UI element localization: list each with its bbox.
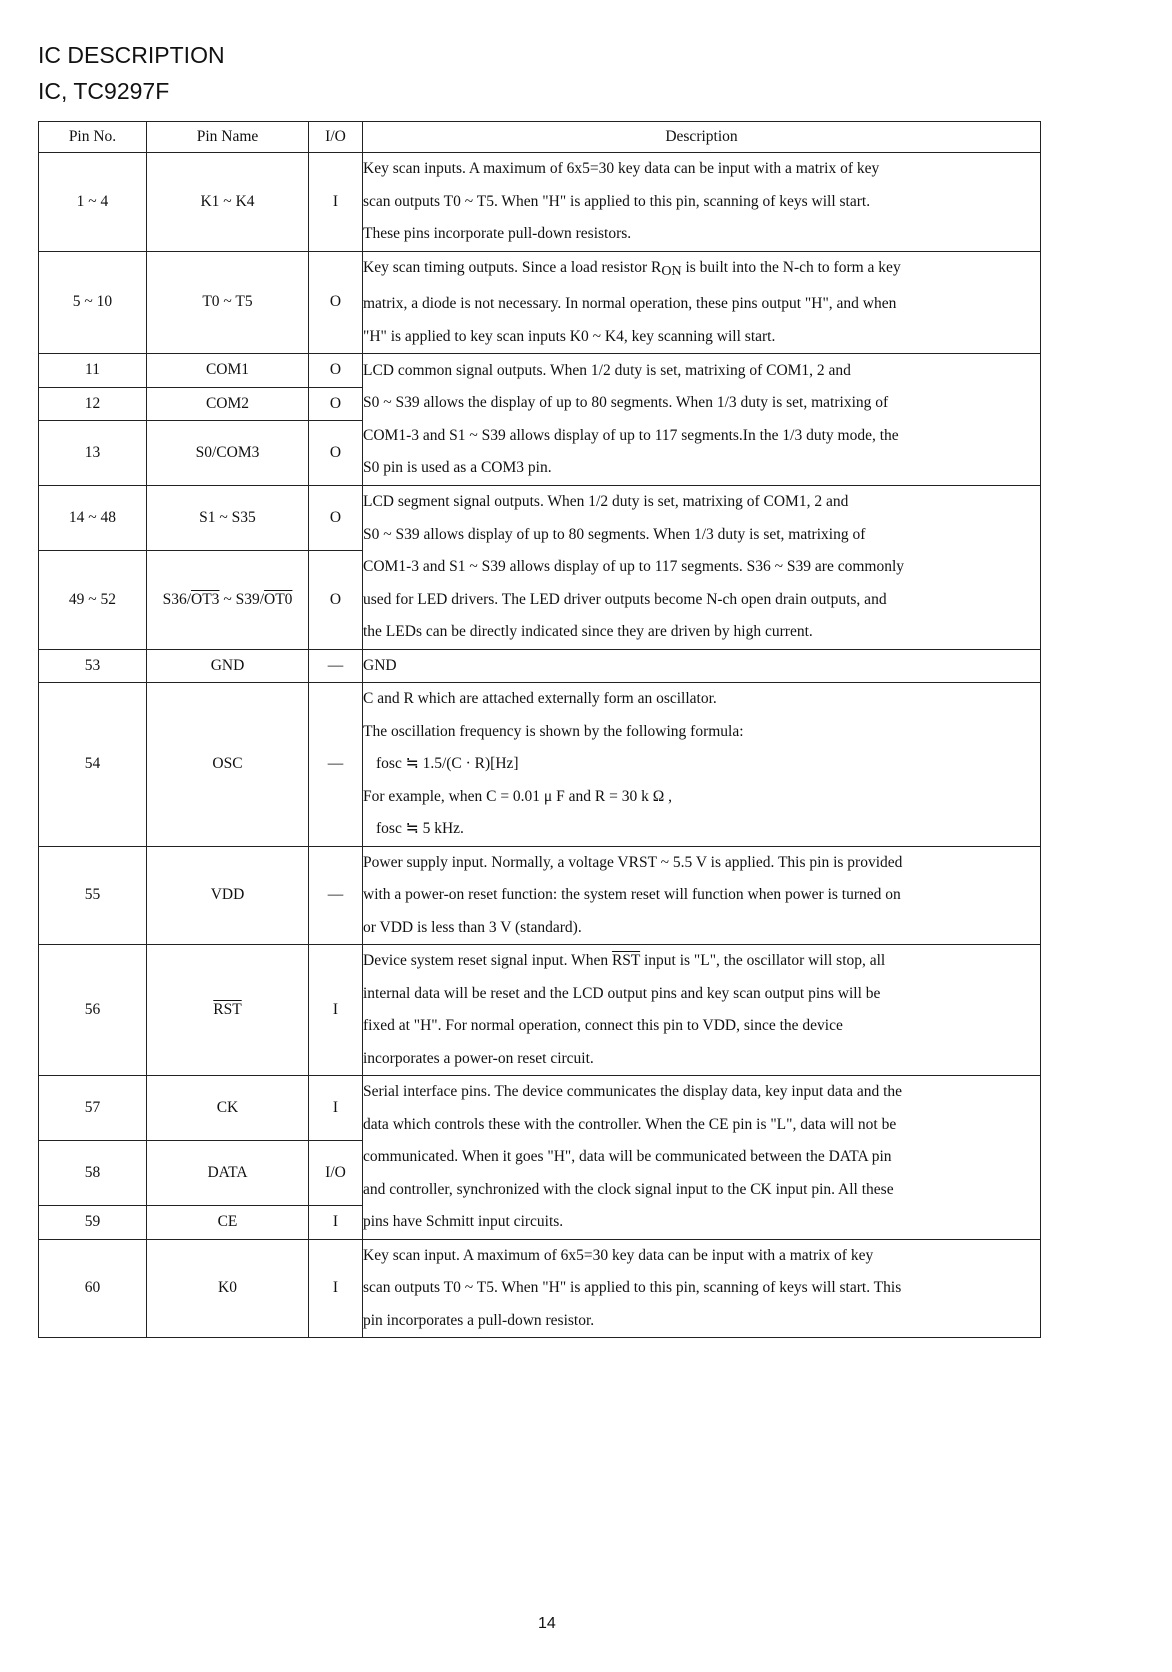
page-title: IC DESCRIPTION (38, 42, 225, 68)
description-line: scan outputs T0 ~ T5. When "H" is applied to this pin, scanning of keys will start. (363, 192, 871, 210)
description-line: GND (363, 656, 397, 674)
pin-io: I/O (309, 1141, 363, 1206)
pin-no: 54 (39, 683, 147, 847)
pin-name: DATA (147, 1141, 309, 1206)
pin-no: 60 (39, 1239, 147, 1338)
header-pin-no: Pin No. (39, 122, 147, 153)
description-line: Serial interface pins. The device communicates the display data, key input data and the (363, 1083, 903, 1100)
page-subtitle: IC, TC9297F (38, 78, 170, 104)
description-line: LCD segment signal outputs. When 1/2 duty is set, matrixing of COM1, 2 and (363, 493, 849, 510)
pin-name: COM1 (147, 354, 309, 388)
table-row (39, 251, 1041, 354)
table-row (39, 683, 1041, 847)
pin-name (147, 945, 309, 1076)
pin-name: S0/COM3 (147, 421, 309, 486)
description-line (363, 945, 1040, 978)
table-header-row (39, 122, 1041, 153)
pin-no: 11 (39, 354, 147, 388)
pin-name: K0 (147, 1239, 309, 1338)
description-line: incorporates a power-on reset circuit. (363, 1049, 594, 1067)
description-line: COM1-3 and S1 ~ S39 allows display of up to 117 segments. S36 ~ S39 are commonly (363, 558, 905, 575)
pin-no: 5 ~ 10 (39, 251, 147, 354)
description-line: pin incorporates a pull-down resistor. (363, 1311, 595, 1329)
pin-io: I (309, 153, 363, 252)
pin-name: VDD (147, 846, 309, 945)
pin-io: — (309, 649, 363, 683)
pin-name: COM2 (147, 387, 309, 421)
description-line: For example, when C = 0.01 μ F and R = 30 k Ω , (363, 787, 672, 805)
pin-no: 55 (39, 846, 147, 945)
pin-description-table (38, 121, 1041, 1338)
description-line: internal data will be reset and the LCD output pins and key scan output pins will be (363, 984, 881, 1002)
description-line: Power supply input. Normally, a voltage VRST ~ 5.5 V is applied. This pin is provided (363, 853, 903, 871)
description-line: with a power-on reset function: the system reset will function when power is turned on (363, 886, 901, 903)
description-line: the LEDs can be directly indicated since they are driven by high current. (363, 623, 813, 640)
page-number: 14 (538, 1615, 556, 1632)
table-row (39, 945, 1041, 1076)
description-line: COM1-3 and S1 ~ S39 allows display of up to 117 segments.In the 1/3 duty mode, the (363, 426, 899, 444)
pin-description (363, 1076, 1041, 1240)
table-row (39, 354, 1041, 388)
pin-name: GND (147, 649, 309, 683)
description-text: input is "L", the oscillator will stop, all (640, 952, 886, 969)
pin-io: — (309, 846, 363, 945)
pin-name-text: S36/ (162, 590, 192, 608)
pin-io: O (309, 251, 363, 354)
subscript-text: ON (661, 263, 682, 279)
description-text: Key scan timing outputs. Since a load resistor R (363, 258, 662, 276)
pin-io: — (309, 683, 363, 847)
pin-description (363, 1239, 1041, 1338)
description-overline: $\overline{RST}$ (611, 952, 641, 969)
pin-description (363, 945, 1041, 1076)
pin-no: 59 (39, 1206, 147, 1240)
header-description: Description (363, 122, 1041, 153)
pin-description (363, 683, 1041, 847)
pin-name: OSC (147, 683, 309, 847)
table-row (39, 649, 1041, 683)
pin-no: 13 (39, 421, 147, 486)
table-row (39, 846, 1041, 945)
description-line: data which controls these with the controller. When the CE pin is "L", data will not be (363, 1115, 897, 1133)
pin-io: I (309, 1239, 363, 1338)
pin-name: T0 ~ T5 (147, 251, 309, 354)
pin-name: CE (147, 1206, 309, 1240)
header-io: I/O (309, 122, 363, 153)
pin-io: O (309, 387, 363, 421)
pin-description (363, 846, 1041, 945)
description-line: pins have Schmitt input circuits. (363, 1213, 564, 1230)
pin-io: I (309, 1076, 363, 1141)
formula-line: fosc ≒ 5 kHz. (376, 820, 464, 837)
table-row (39, 1239, 1041, 1338)
pin-no: 1 ~ 4 (39, 153, 147, 252)
pin-name-overline: OT0 (264, 590, 293, 608)
pin-description (363, 251, 1041, 354)
table-row (39, 153, 1041, 252)
description-line (363, 252, 1040, 289)
description-line: LCD common signal outputs. When 1/2 duty is set, matrixing of COM1, 2 and (363, 361, 851, 379)
description-text: is built into the N-ch to form a key (681, 258, 901, 276)
pin-io: O (309, 486, 363, 551)
description-line: The oscillation frequency is shown by the following formula: (363, 722, 744, 740)
pin-name-text: ~ S39/ (219, 590, 264, 608)
pin-no: 56 (39, 945, 147, 1076)
pin-name-overline: OT3 (191, 590, 220, 608)
description-line: These pins incorporate pull-down resistors. (363, 225, 632, 242)
pin-no: 12 (39, 387, 147, 421)
pin-name: CK (147, 1076, 309, 1141)
description-line: fixed at "H". For normal operation, connect this pin to VDD, since the device (363, 1017, 843, 1034)
pin-name: S1 ~ S35 (147, 486, 309, 551)
pin-description (363, 649, 1041, 683)
pin-no: 58 (39, 1141, 147, 1206)
description-line: S0 ~ S39 allows display of up to 80 segments. When 1/3 duty is set, matrixing of (363, 525, 866, 543)
pin-name: K1 ~ K4 (147, 153, 309, 252)
description-line: S0 ~ S39 allows the display of up to 80 segments. When 1/3 duty is set, matrixing of (363, 394, 889, 411)
description-line: "H" is applied to key scan inputs K0 ~ K4, key scanning will start. (363, 327, 776, 345)
pin-no: 14 ~ 48 (39, 486, 147, 551)
pin-io: O (309, 551, 363, 650)
description-line: communicated. When it goes "H", data will be communicated between the DATA pin (363, 1148, 892, 1165)
description-line: used for LED drivers. The LED driver outputs become N-ch open drain outputs, and (363, 590, 887, 608)
pin-io: O (309, 421, 363, 486)
formula-line: fosc ≒ 1.5/(C · R)[Hz] (376, 755, 519, 772)
pin-description (363, 153, 1041, 252)
description-line: scan outputs T0 ~ T5. When "H" is applied to this pin, scanning of keys will start. This (363, 1279, 902, 1296)
pin-description (363, 486, 1041, 650)
pin-name (147, 551, 309, 650)
header-pin-name: Pin Name (147, 122, 309, 153)
description-line: Key scan inputs. A maximum of 6x5=30 key data can be input with a matrix of key (363, 160, 880, 177)
pin-io: O (309, 354, 363, 388)
pin-io: I (309, 1206, 363, 1240)
description-line: Key scan input. A maximum of 6x5=30 key data can be input with a matrix of key (363, 1246, 874, 1264)
pin-description (363, 354, 1041, 486)
pin-io: I (309, 945, 363, 1076)
pin-no: 53 (39, 649, 147, 683)
pin-no: 49 ~ 52 (39, 551, 147, 650)
description-text: Device system reset signal input. When (363, 952, 612, 969)
description-line: C and R which are attached externally form an oscillator. (363, 690, 717, 707)
pin-name-overline: $\overline{RST}$ (213, 1000, 242, 1018)
description-line: S0 pin is used as a COM3 pin. (363, 459, 552, 476)
description-line: matrix, a diode is not necessary. In normal operation, these pins output "H", and when (363, 295, 897, 312)
description-line: and controller, synchronized with the clock signal input to the CK input pin. All these (363, 1180, 894, 1198)
table-row (39, 1076, 1041, 1141)
pin-no: 57 (39, 1076, 147, 1141)
table-row (39, 486, 1041, 551)
description-line: or VDD is less than 3 V (standard). (363, 918, 582, 936)
